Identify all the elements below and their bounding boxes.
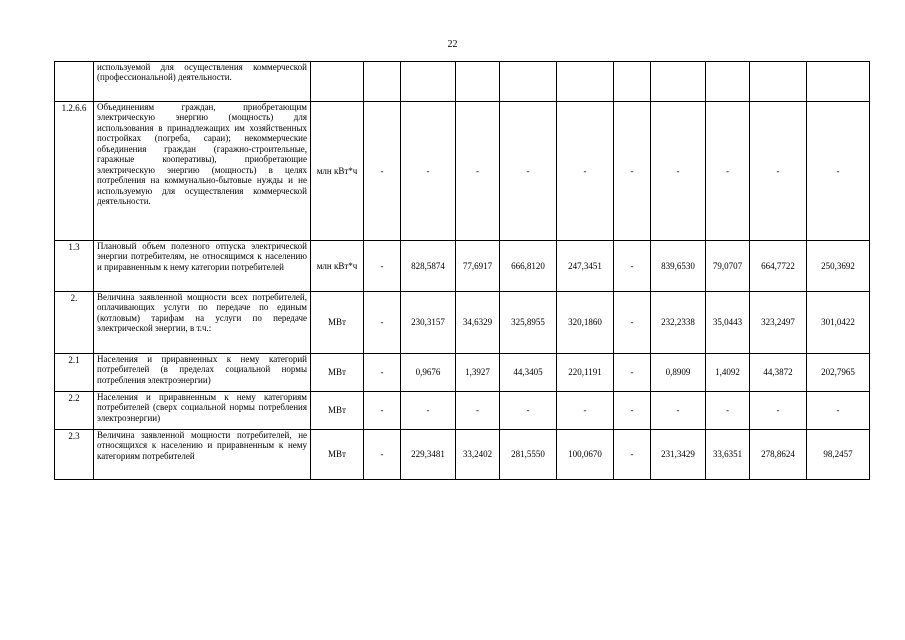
value-cell: - <box>651 392 706 430</box>
row-unit: МВт <box>311 430 364 480</box>
table-row <box>55 62 870 102</box>
value-cell: 220,1191 <box>557 354 614 392</box>
value-cell: 250,3692 <box>807 241 870 292</box>
value-cell: - <box>401 392 456 430</box>
value-cell: 0,9676 <box>401 354 456 392</box>
value-cell: - <box>614 241 651 292</box>
row-number: 2. <box>55 292 94 354</box>
value-cell: - <box>364 102 401 241</box>
value-cell <box>456 62 500 102</box>
value-cell: 44,3405 <box>500 354 557 392</box>
value-cell: 664,7722 <box>750 241 807 292</box>
row-description: Населения и приравненных к нему категорий потребителей (в пределах социальной нормы потребления электроэнергии) <box>94 354 311 392</box>
row-number <box>55 62 94 102</box>
value-cell: 301,0422 <box>807 292 870 354</box>
value-cell: 33,2402 <box>456 430 500 480</box>
value-cell: - <box>614 292 651 354</box>
row-number: 1.3 <box>55 241 94 292</box>
value-cell: 44,3872 <box>750 354 807 392</box>
value-cell: 281,5550 <box>500 430 557 480</box>
value-cell: 325,8955 <box>500 292 557 354</box>
value-cell: - <box>364 241 401 292</box>
row-number: 2.2 <box>55 392 94 430</box>
value-cell: - <box>364 292 401 354</box>
row-description: Объединениям граждан, приобретающим электрическую энергию (мощность) для использования в принадлежащих им хозяйственных постройках (погреба, сараи); некоммерческие объединения граждан (гаражно-строительные, гаражные кооперативы), приобретающие электрическую энергию (мощность) в целях потребления на коммунально-бытовые нужды и не используемую для осуществления коммерческой деятельности. <box>94 102 311 241</box>
value-cell: - <box>614 354 651 392</box>
value-cell <box>614 62 651 102</box>
value-cell: - <box>614 102 651 241</box>
row-unit <box>311 62 364 102</box>
value-cell: 828,5874 <box>401 241 456 292</box>
value-cell: 320,1860 <box>557 292 614 354</box>
value-cell: - <box>364 430 401 480</box>
row-description: используемой для осуществления коммерческой (профессиональной) деятельности. <box>94 62 311 102</box>
value-cell: 229,3481 <box>401 430 456 480</box>
value-cell: 231,3429 <box>651 430 706 480</box>
row-description: Величина заявленной мощности потребителей, не относящихся к населению и приравненным к нему категориям потребителей <box>94 430 311 480</box>
value-cell: 79,0707 <box>706 241 750 292</box>
row-description: Величина заявленной мощности всех потребителей, оплачивающих услуги по передаче по единым (котловым) тарифам на услуги по передаче электрической энергии, в т.ч.: <box>94 292 311 354</box>
value-cell: 839,6530 <box>651 241 706 292</box>
row-number: 2.3 <box>55 430 94 480</box>
value-cell <box>807 62 870 102</box>
value-cell <box>651 62 706 102</box>
value-cell: 77,6917 <box>456 241 500 292</box>
value-cell: - <box>500 392 557 430</box>
value-cell: 34,6329 <box>456 292 500 354</box>
table-row <box>55 292 870 354</box>
row-unit: МВт <box>311 354 364 392</box>
value-cell <box>706 62 750 102</box>
value-cell: 1,3927 <box>456 354 500 392</box>
row-description: Населения и приравненным к нему категориям потребителей (сверх социальной нормы потребления электроэнергии) <box>94 392 311 430</box>
value-cell <box>557 62 614 102</box>
value-cell: 35,0443 <box>706 292 750 354</box>
value-cell: - <box>401 102 456 241</box>
value-cell: - <box>614 392 651 430</box>
value-cell: 0,8909 <box>651 354 706 392</box>
table-row <box>55 241 870 292</box>
value-cell <box>401 62 456 102</box>
value-cell: 666,8120 <box>500 241 557 292</box>
value-cell: - <box>807 392 870 430</box>
value-cell: - <box>750 102 807 241</box>
value-cell: - <box>557 392 614 430</box>
value-cell: 33,6351 <box>706 430 750 480</box>
table-row <box>55 102 870 241</box>
value-cell: - <box>807 102 870 241</box>
page-number: 22 <box>447 39 458 50</box>
table-row <box>55 392 870 430</box>
data-table <box>54 61 870 480</box>
value-cell: - <box>456 392 500 430</box>
value-cell: - <box>614 430 651 480</box>
value-cell: - <box>364 354 401 392</box>
value-cell: 230,3157 <box>401 292 456 354</box>
value-cell: - <box>651 102 706 241</box>
value-cell: - <box>456 102 500 241</box>
row-unit: млн кВт*ч <box>311 241 364 292</box>
value-cell: 98,2457 <box>807 430 870 480</box>
value-cell: 100,0670 <box>557 430 614 480</box>
value-cell: 247,3451 <box>557 241 614 292</box>
row-unit: МВт <box>311 392 364 430</box>
value-cell: - <box>500 102 557 241</box>
value-cell: - <box>364 392 401 430</box>
table-row <box>55 430 870 480</box>
value-cell: - <box>706 392 750 430</box>
value-cell: 1,4092 <box>706 354 750 392</box>
value-cell: 202,7965 <box>807 354 870 392</box>
value-cell <box>750 62 807 102</box>
table-row <box>55 354 870 392</box>
row-number: 1.2.6.6 <box>55 102 94 241</box>
value-cell: - <box>750 392 807 430</box>
value-cell <box>364 62 401 102</box>
value-cell: - <box>557 102 614 241</box>
value-cell: - <box>706 102 750 241</box>
row-unit: млн кВт*ч <box>311 102 364 241</box>
value-cell <box>500 62 557 102</box>
row-description: Плановый объем полезного отпуска электрической энергии потребителям, не относящимся к населению и приравненным к нему категории потребителей <box>94 241 311 292</box>
row-unit: МВт <box>311 292 364 354</box>
row-number: 2.1 <box>55 354 94 392</box>
value-cell: 323,2497 <box>750 292 807 354</box>
value-cell: 232,2338 <box>651 292 706 354</box>
value-cell: 278,8624 <box>750 430 807 480</box>
